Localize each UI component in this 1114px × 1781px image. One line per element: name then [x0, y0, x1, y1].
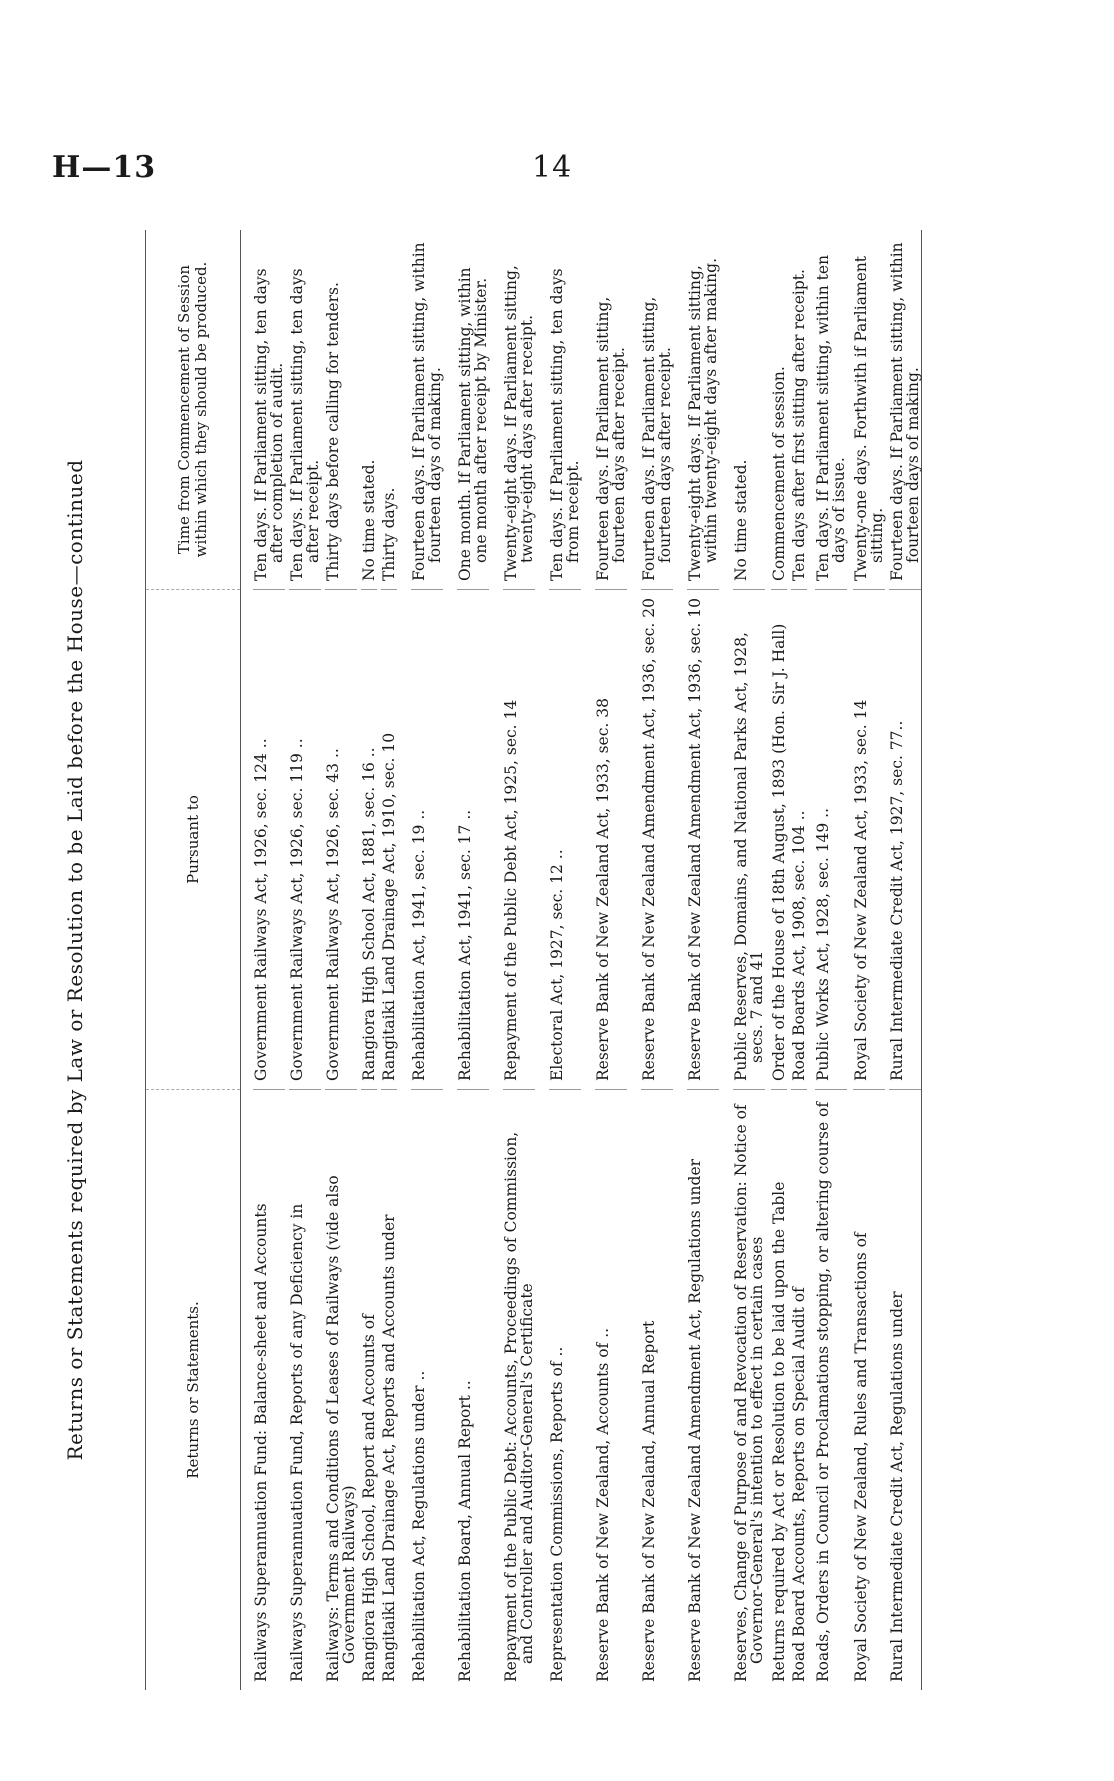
time-cell: Fourteen days. If Parliament sitting, fourteen days after receipt.	[641, 230, 673, 590]
returns-cell: Representation Commissions, Reports of ..	[548, 1346, 566, 1682]
time-cell: Twenty-eight days. If Parliament sitting, within twenty-eight days after making.	[687, 230, 719, 590]
pursuant-cell: Government Railways Act, 1926, sec. 124 ..	[253, 590, 285, 1090]
time-cell: Fourteen days. If Parliament sitting, fourteen days after receipt.	[595, 230, 627, 590]
returns-cell: Railways Superannuation Fund: Balance-sheet and Accounts	[252, 1203, 270, 1682]
returns-cell: Reserve Bank of New Zealand Amendment Act, Regulations under	[686, 1158, 704, 1682]
pursuant-cell: Public Reserves, Domains, and National Parks Act, 1928, secs. 7 and 41	[733, 590, 765, 1090]
time-cell: Twenty-eight days. If Parliament sitting, twenty-eight days after receipt.	[503, 230, 535, 590]
table-row	[787, 230, 807, 1690]
table-row	[443, 230, 489, 1690]
time-cell: Fourteen days. If Parliament sitting, within fourteen days of making.	[411, 230, 443, 590]
pursuant-cell: Royal Society of New Zealand Act, 1933, sec. 14	[853, 590, 885, 1090]
returns-cell: Reserves, Change of Purpose of and Revocation of Reservation: Notice of Governor-General's intention to effect in certain cases	[732, 1104, 766, 1682]
table-row	[241, 230, 285, 1690]
time-cell: Ten days after first sitting after receipt.	[791, 230, 807, 590]
time-cell: No time stated.	[733, 230, 765, 590]
table-row	[357, 230, 377, 1690]
pursuant-cell: Rangitaiki Land Drainage Act, 1910, sec. 10	[381, 590, 397, 1090]
table-row	[285, 230, 321, 1690]
time-cell: Ten days. If Parliament sitting, within ten days of issue.	[815, 230, 847, 590]
time-cell: Thirty days before calling for tenders.	[325, 230, 357, 590]
pursuant-cell: Road Boards Act, 1908, sec. 104 ..	[791, 590, 807, 1090]
pursuant-cell: Government Railways Act, 1926, sec. 43 ..	[325, 590, 357, 1090]
returns-cell: Returns required by Act or Resolution to be laid upon the Table	[770, 1181, 788, 1682]
returns-cell: Rehabilitation Board, Annual Report ..	[456, 1380, 474, 1682]
pursuant-cell: Reserve Bank of New Zealand Amendment Act, 1936, sec. 20	[641, 590, 673, 1090]
returns-cell: Railways Superannuation Fund, Reports of any Deficiency in	[288, 1203, 306, 1682]
document-code: H—13	[52, 150, 157, 185]
column-header-returns: Returns or Statements.	[183, 1301, 202, 1479]
pursuant-cell: Reserve Bank of New Zealand Amendment Act, 1936, sec. 10	[687, 590, 719, 1090]
table-row	[847, 230, 885, 1690]
time-cell: Ten days. If Parliament sitting, ten days from receipt.	[549, 230, 581, 590]
time-cell: No time stated.	[361, 230, 377, 590]
time-cell: One month. If Parliament sitting, within one month after receipt by Minister.	[457, 230, 489, 590]
table-row	[377, 230, 397, 1690]
table-row	[535, 230, 581, 1690]
pursuant-cell: Order of the House of 18th August, 1893 (Hon. Sir J. Hall)	[771, 590, 787, 1090]
returns-cell: Rangiora High School, Report and Accounts of	[360, 1314, 378, 1682]
table-body	[241, 230, 922, 1690]
pursuant-cell: Rehabilitation Act, 1941, sec. 19 ..	[411, 590, 443, 1090]
table-title: Returns or Statements required by Law or Resolution to be Laid before the House—continued	[63, 459, 87, 1461]
table-row	[885, 230, 921, 1690]
rotated-table-page	[45, 230, 995, 1690]
pursuant-cell: Reserve Bank of New Zealand Act, 1933, sec. 38	[595, 590, 627, 1090]
table-row	[719, 230, 765, 1690]
time-cell: Commencement of session.	[771, 230, 787, 590]
table-row	[807, 230, 847, 1690]
returns-cell: Reserve Bank of New Zealand, Accounts of ..	[594, 1327, 612, 1682]
pursuant-cell: Rangiora High School Act, 1881, sec. 16 ..	[361, 590, 377, 1090]
returns-cell: Rural Intermediate Credit Act, Regulations under	[888, 1291, 906, 1682]
table-row	[627, 230, 673, 1690]
column-header-time: Time from Commencement of Session within which they should be produced.	[146, 230, 240, 590]
returns-cell: Road Board Accounts, Reports on Special Audit of	[790, 1287, 808, 1682]
table-header	[145, 230, 241, 1690]
column-header-pursuant: Pursuant to	[146, 590, 240, 1090]
returns-cell: Reserve Bank of New Zealand, Annual Report	[640, 1320, 658, 1682]
returns-cell: Railways: Terms and Conditions of Leases of Railways (vide also Government Railways)	[324, 1175, 358, 1682]
returns-cell: Rangitaiki Land Drainage Act, Reports and Accounts under	[380, 1214, 398, 1682]
pursuant-cell: Rehabilitation Act, 1941, sec. 17 ..	[457, 590, 489, 1090]
returns-cell: Royal Society of New Zealand, Rules and Transactions of	[852, 1232, 870, 1682]
page-number: 14	[532, 150, 573, 185]
table-row	[489, 230, 535, 1690]
pursuant-cell: Government Railways Act, 1926, sec. 119 ..	[289, 590, 321, 1090]
pursuant-cell: Rural Intermediate Credit Act, 1927, sec. 77..	[889, 590, 921, 1090]
pursuant-cell: Public Works Act, 1928, sec. 149 ..	[815, 590, 847, 1090]
time-cell: Thirty days.	[381, 230, 397, 590]
time-cell: Ten days. If Parliament sitting, ten days after receipt.	[289, 230, 321, 590]
pursuant-cell: Electoral Act, 1927, sec. 12 ..	[549, 590, 581, 1090]
table-row	[765, 230, 787, 1690]
returns-cell: Roads, Orders in Council or Proclamations stopping, or altering course of	[814, 1101, 832, 1682]
table-row	[581, 230, 627, 1690]
returns-cell: Rehabilitation Act, Regulations under ..	[410, 1370, 428, 1682]
pursuant-cell: Repayment of the Public Debt Act, 1925, sec. 14	[503, 590, 535, 1090]
table-row	[397, 230, 443, 1690]
table-row	[673, 230, 719, 1690]
returns-cell: Repayment of the Public Debt: Accounts, Proceedings of Commission, and Controller and Auditor-General's Certificate	[502, 1131, 536, 1682]
time-cell: Ten days. If Parliament sitting, ten days after completion of audit.	[253, 230, 285, 590]
returns-table	[145, 230, 922, 1690]
time-cell: Twenty-one days. Forthwith if Parliament sitting.	[853, 230, 885, 590]
table-row	[321, 230, 357, 1690]
time-cell: Fourteen days. If Parliament sitting, within fourteen days of making.	[889, 230, 921, 590]
